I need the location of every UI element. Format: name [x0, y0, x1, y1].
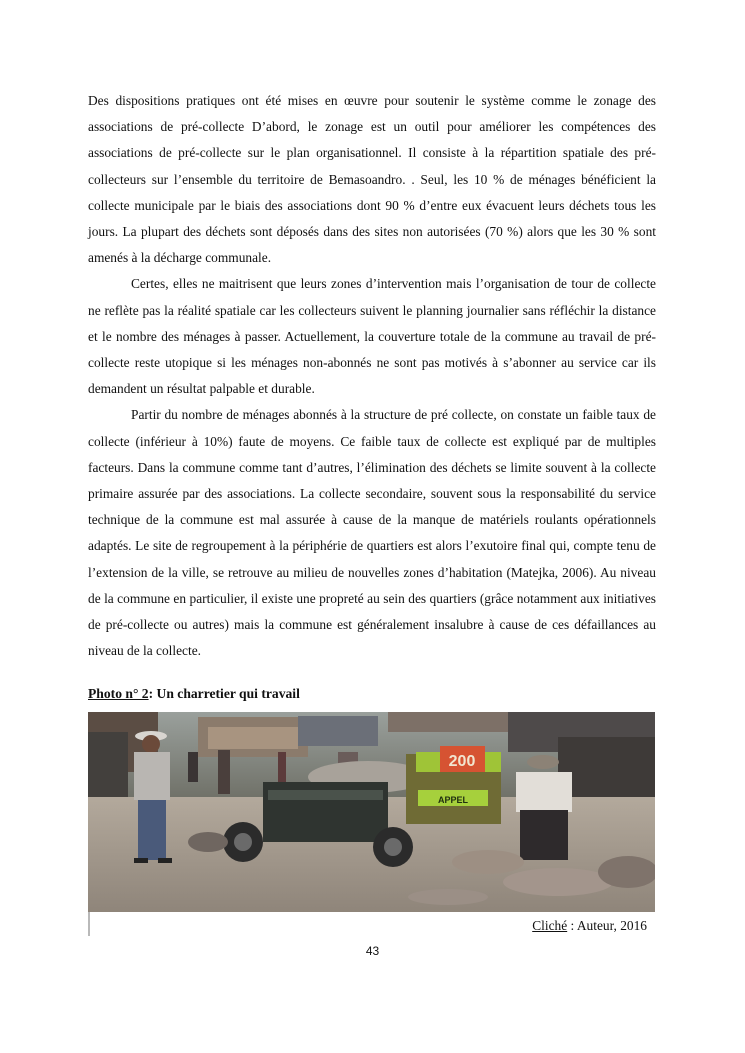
body-text — [88, 88, 656, 664]
photo-border-line — [88, 912, 90, 936]
photo-number: Photo n° 2 — [88, 686, 149, 701]
paragraph-2: Certes, elles ne maitrisent que leurs zones d’intervention mais l’organisation de tour de collecte ne reflète pas la réalité spatiale car les collecteurs suivent le planning journalier sans réfléchir la distance et le nombre des ménages à passer. Actuellement, la couverture totale de la commune au travail de pré-collecte reste utopique si les ménages non-abonnés ne sont pas motivés à s’abonner au service car ils demandent un résultat palpable et durable. — [88, 276, 656, 397]
stall-sign-number: 200 — [448, 753, 476, 770]
photo-caption: : Un charretier qui travail — [148, 686, 300, 701]
paragraph-1: Des dispositions pratiques ont été mises en œuvre pour soutenir le système comme le zonage des associations de pré-collecte D’abord, le zonage est un outil pour améliorer les compétences des associations de pré-collecte sur le plan organisationnel. Il consiste à la répartition spatiale des pré-collecteurs sur l’ensemble du territoire de Bemasoandro. . Seul, les 10 % de ménages bénéficient la collecte municipale par le biais des associations dont 90 % d’entre eux évacuent leurs déchets tous les jours. La plupart des déchets sont déposés dans des sites non autorisées (70 %) alors que les 30 % sont amenés à la décharge communale. — [88, 93, 656, 266]
page-number: 43 — [365, 944, 380, 958]
photo-credit — [532, 916, 647, 936]
paragraph-3: Partir du nombre de ménages abonnés à la structure de pré collecte, on constate un faible taux de collecte (inférieur à 10%) faute de moyens. Ce faible taux de collecte est expliqué par de multiples facteurs. Dans la commune comme tant d’autres, l’élimination des déchets se limite souvent à la collecte primaire assurée par des associations. La collecte secondaire, souvent sous la responsabilité du service technique de la commune est mal assurée à cause de la manque de matériels roulants opérationnels adaptés. Le site de regroupement à la périphérie de quartiers est alors l’exutoire final qui, compte tenu de l’extension de la ville, se retrouve au milieu de nouvelles zones d’habitation (Matejka, 2006). Au niveau de la commune en particulier, il existe une propreté au sein des quartiers (grâce notamment aux initiatives de pré-collecte ou autres) mais la commune est généralement insalubre à cause de ces défaillances au niveau de la collecte. — [88, 407, 656, 659]
photo-title — [88, 684, 300, 704]
street-photo-image — [88, 712, 655, 912]
stall-sign-text: APPEL — [437, 795, 469, 805]
photo — [88, 712, 655, 912]
credit-text: : Auteur, 2016 — [567, 918, 647, 933]
credit-label: Cliché — [532, 918, 568, 933]
